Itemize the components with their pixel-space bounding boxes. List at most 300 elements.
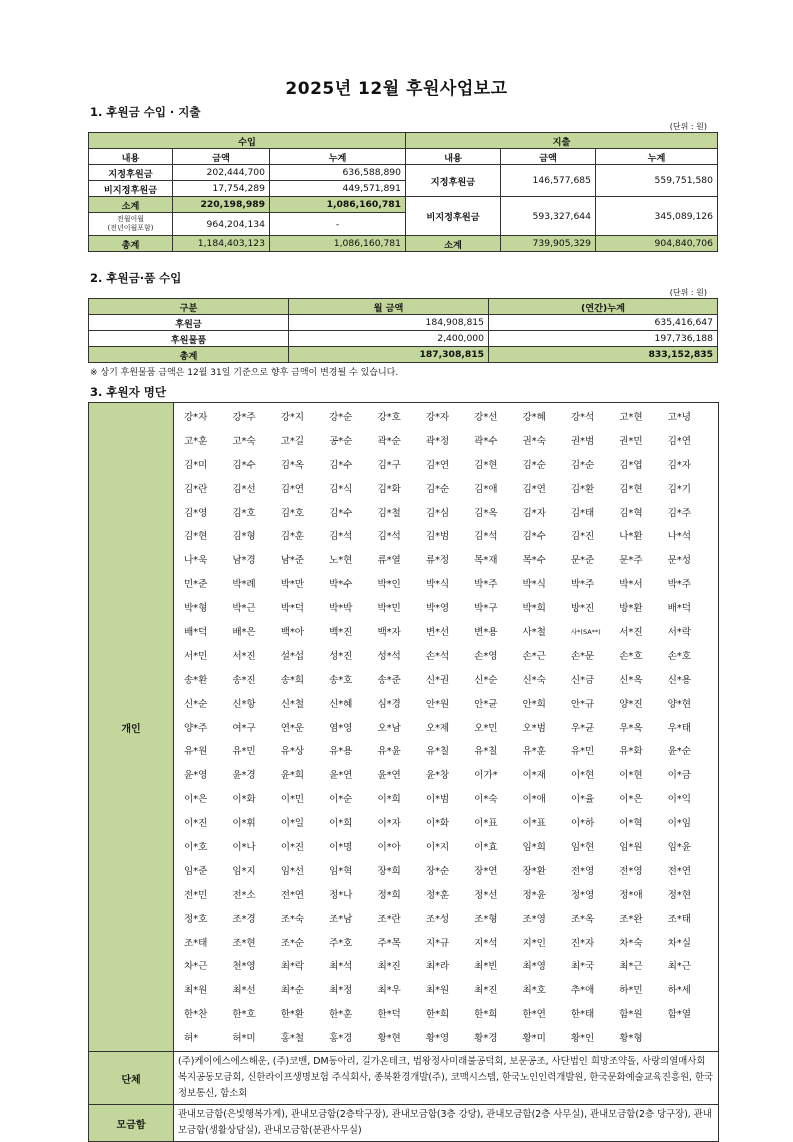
col-amount: 금액 [173, 149, 270, 165]
donor-name: 박*인 [377, 579, 401, 591]
donor-name: 연*운 [280, 722, 305, 734]
donor-name: 권*범 [570, 435, 595, 447]
donor-name: 배*은 [232, 627, 256, 639]
donor-name: 유*상 [280, 746, 305, 758]
donor-name: 손*문 [570, 650, 595, 662]
donor-name: 방*환 [619, 603, 643, 615]
donor-name: 사*(SA**) [570, 628, 601, 637]
donor-name: 변*선 [425, 627, 450, 639]
donor-name: 최*빈 [474, 961, 498, 973]
donor-name: 김*자 [667, 459, 691, 471]
expense-row-name: 비지정후원금 [406, 197, 501, 236]
donor-name: 윤*순 [667, 746, 691, 758]
col-name: 내용 [89, 149, 173, 165]
donor-name: 박*만 [280, 579, 305, 591]
donor-name: 전*영 [619, 865, 643, 877]
donor-name: 안*희 [522, 698, 546, 710]
donor-name: 김*연 [667, 435, 691, 447]
donor-name: 진*자 [570, 937, 595, 949]
donor-name: 강*순 [329, 412, 353, 423]
row-annual: 635,416,647 [489, 315, 718, 331]
donor-name: 황*현 [377, 1033, 401, 1045]
donor-name: 김*수 [329, 459, 353, 471]
donor-name: 임*지 [232, 865, 256, 877]
donor-name: 조*옥 [570, 913, 595, 925]
donor-name: 이*현 [570, 770, 595, 782]
donor-name: 윤*희 [280, 770, 305, 782]
expense-header: 지출 [406, 133, 718, 149]
expense-row-name: 지정후원금 [406, 165, 501, 197]
expense-row-amount: 593,327,644 [501, 197, 596, 236]
donor-name: 박*례 [232, 579, 256, 591]
donor-name: 김*호 [280, 507, 305, 519]
expense-subtotal-cumulative: 904,840,706 [596, 236, 718, 252]
carryover-label: 전월이월 [116, 215, 145, 223]
donor-name: 박*구 [474, 603, 498, 615]
carryover-cumulative: - [270, 213, 406, 236]
income-total-cumulative: 1,086,160,781 [270, 236, 406, 252]
donor-name: 정*현 [667, 889, 691, 901]
group-donors-row [89, 1051, 718, 1104]
donor-name: 변*용 [474, 627, 498, 639]
donor-name: 염*영 [329, 722, 353, 734]
donor-name: 유*원 [184, 746, 208, 758]
donor-name: 임*윤 [667, 842, 691, 854]
donor-name: 황*미 [522, 1033, 546, 1045]
section2-unit: (단위 : 원) [669, 288, 707, 297]
donor-name: 배*덕 [184, 627, 208, 639]
total-category: 총계 [89, 347, 289, 363]
donor-name: 정*호 [184, 913, 208, 925]
donor-name: 이*화 [232, 794, 256, 806]
donor-name: 조*태 [667, 913, 691, 925]
individual-donors-row [89, 403, 718, 1051]
donor-name: 문*준 [570, 555, 595, 567]
donor-name: 이*진 [184, 818, 208, 830]
donor-name: 김*연 [280, 483, 305, 495]
donor-name: 김*석 [474, 531, 498, 543]
donor-name: 이*진 [280, 842, 305, 854]
donor-name: 한*호 [232, 1009, 256, 1021]
donor-name: 이*익 [667, 794, 691, 806]
donor-name: 홍*경 [329, 1033, 353, 1045]
donor-name: 우*태 [667, 722, 691, 734]
row-category: 후원금 [89, 315, 289, 331]
donor-name: 황*영 [425, 1033, 450, 1045]
donor-name: 최*선 [232, 985, 256, 997]
donor-name: 김*식 [329, 483, 353, 495]
donor-name: 유*윤 [377, 746, 401, 758]
donor-name: 김*진 [570, 531, 595, 543]
donor-name: 서*락 [667, 627, 691, 639]
donor-name: 김*수 [522, 531, 546, 543]
donor-name: 정*희 [377, 889, 401, 901]
donor-name: 이*율 [570, 794, 595, 806]
expense-row-amount: 146,577,685 [501, 165, 596, 197]
donor-name: 정*선 [474, 889, 498, 901]
donor-name: 윤*연 [329, 770, 353, 782]
donor-name: 조*현 [232, 937, 256, 949]
donor-name: 최*근 [619, 961, 643, 973]
donor-name: 임*혁 [329, 865, 353, 877]
donor-name: 김*석 [329, 531, 353, 543]
donor-name: 지*인 [522, 937, 546, 949]
donor-name: 홍*철 [280, 1033, 305, 1045]
donor-name: 김*애 [474, 483, 498, 495]
income-subtotal-amount: 220,198,989 [173, 197, 270, 213]
donor-name: 이*나 [232, 842, 256, 854]
donor-name: 김*자 [522, 507, 546, 519]
donor-name: 김*기 [667, 483, 691, 495]
donor-name: 한*희 [474, 1009, 498, 1021]
donor-name: 전*연 [280, 889, 305, 901]
donor-name: 박*주 [667, 579, 691, 591]
footnote: ※ 상기 후원물품 금액은 12월 31일 기준으로 향후 금액이 변경될 수 있습니다. [90, 368, 399, 378]
donor-name: 함*원 [619, 1009, 643, 1021]
donor-name: 여*구 [232, 722, 256, 734]
donor-name: 성*석 [377, 650, 401, 662]
donor-name: 김*란 [184, 483, 208, 495]
donor-name: 임*현 [570, 842, 595, 854]
donor-name: 조*경 [232, 913, 256, 925]
expense-row-cumulative: 345,089,126 [596, 197, 718, 236]
donor-name: 장*환 [522, 865, 546, 877]
donor-name: 김*수 [329, 507, 353, 519]
donor-name: 설*섭 [280, 650, 305, 662]
section1-unit: (단위 : 원) [669, 122, 707, 131]
donor-name: 박*주 [570, 579, 595, 591]
donor-name: 박*식 [522, 579, 546, 591]
donor-name: 강*선 [474, 412, 498, 423]
donor-name: 조*영 [522, 913, 546, 925]
donor-name: 최*순 [280, 985, 305, 997]
donor-name: 조*성 [425, 913, 450, 925]
total-annual: 833,152,835 [489, 347, 718, 363]
donor-name: 김*철 [377, 507, 401, 519]
col-annual: (연간)누계 [489, 299, 718, 315]
col-name: 내용 [406, 149, 501, 165]
donor-name: 신*옥 [619, 674, 643, 686]
donor-name: 전*영 [570, 865, 595, 877]
donor-name: 장*연 [474, 865, 498, 877]
donor-name: 이*하 [570, 818, 595, 830]
donor-name: 장*순 [425, 865, 450, 877]
donor-name: 권*민 [619, 435, 643, 447]
donor-name: 류*열 [377, 555, 401, 567]
donor-name: 김*호 [232, 507, 256, 519]
donor-name: 박*근 [232, 603, 256, 615]
col-category: 구분 [89, 299, 289, 315]
donor-name: 허*미 [232, 1033, 256, 1045]
donor-name: 배*덕 [667, 603, 691, 615]
donor-name: 전*연 [667, 865, 691, 877]
donor-name: 신*순 [474, 674, 498, 686]
donor-name: 신*권 [425, 674, 450, 686]
donor-name: 추*애 [570, 985, 595, 997]
donor-name: 하*세 [667, 985, 691, 997]
donor-name: 강*지 [280, 412, 305, 423]
donor-name: 유*훈 [522, 746, 546, 758]
donor-name: 최*락 [280, 961, 305, 973]
donor-name: 김*미 [184, 459, 208, 471]
donor-name: 신*숙 [522, 674, 546, 686]
donor-name: 장*희 [377, 865, 401, 877]
donor-name: 한*덕 [377, 1009, 401, 1021]
donor-name: 박*덕 [280, 603, 305, 615]
col-cumulative: 누계 [596, 149, 718, 165]
donor-name: 김*순 [522, 459, 546, 471]
donor-name: 최*근 [667, 961, 691, 973]
donor-name: 강*호 [377, 412, 401, 423]
donor-name: 이*자 [377, 818, 401, 830]
income-row-cumulative: 449,571,891 [270, 181, 406, 197]
donor-name: 신*혜 [329, 698, 353, 710]
donor-name: 지*석 [474, 937, 498, 949]
donor-name: 김*형 [232, 531, 256, 543]
donor-name: 김*화 [377, 483, 401, 495]
donor-name: 서*진 [232, 650, 256, 662]
donor-name: 최*원 [184, 985, 208, 997]
donor-name: 한*환 [280, 1009, 305, 1021]
donor-name: 최*우 [377, 985, 401, 997]
donor-name: 송*호 [329, 674, 353, 686]
donor-name: 정*애 [619, 889, 643, 901]
donor-name: 하*민 [619, 985, 643, 997]
donor-name: 김*석 [377, 531, 401, 543]
income-subtotal-name: 소계 [89, 197, 173, 213]
donor-name: 백*아 [280, 627, 305, 639]
donor-name: 조*태 [184, 937, 208, 949]
donor-name: 윤*경 [232, 770, 256, 782]
donor-name: 주*호 [329, 937, 353, 949]
donor-name: 황*형 [619, 1033, 643, 1045]
donor-name: 김*현 [619, 483, 643, 495]
donor-name: 김*옥 [280, 459, 305, 471]
donor-name: 김*엽 [619, 459, 643, 471]
donor-name: 김*연 [425, 459, 450, 471]
box-label: 모금함 [89, 1105, 174, 1141]
donor-name: 신*순 [184, 698, 208, 710]
donor-name: 이*현 [619, 770, 643, 782]
donor-name: 신*철 [280, 698, 305, 710]
donor-name: 김*구 [377, 459, 401, 471]
donor-name: 안*균 [474, 698, 498, 710]
donor-name: 허* [184, 1033, 199, 1045]
row-annual: 197,736,188 [489, 331, 718, 347]
donor-name: 송*준 [377, 674, 401, 686]
donor-name: 유*민 [570, 746, 595, 758]
donor-name: 조*완 [619, 913, 643, 925]
donor-name: 우*균 [570, 722, 595, 734]
donor-name: 윤*창 [425, 770, 450, 782]
income-total-name: 총계 [89, 236, 173, 252]
donor-name: 최*정 [329, 985, 353, 997]
donor-name: 최*석 [329, 961, 353, 973]
donor-list [88, 402, 719, 1142]
donor-name: 나*석 [667, 531, 691, 543]
donor-name: 이*화 [425, 818, 450, 830]
expense-subtotal-amount: 739,905,329 [501, 236, 596, 252]
donor-name: 김*주 [667, 507, 691, 519]
donor-name: 서*민 [184, 650, 208, 662]
donor-name: 이*표 [522, 818, 546, 830]
donor-name: 목*수 [522, 555, 546, 567]
donor-name: 유*칠 [474, 746, 498, 758]
donor-name: 조*숙 [280, 913, 305, 925]
group-names: (주)케이에스에스해운, (주)코밴, DM동아리, 길가온테크, 법왕정사미래불공덕회, 보문공조, 사단법인 희망조약돌, 사랑의열매사회복지공동모금회, 신한라이프생명보험 주식회사, 종북환경개발(주), 코맥시스템, 한국노인인력개발원, 한국문화예술교육진흥원, 한국정보통신, 함소회 [178, 1056, 714, 1100]
donor-name: 임*원 [619, 842, 643, 854]
donor-name: 김*범 [425, 531, 450, 543]
donor-name: 사*철 [522, 627, 546, 639]
section1-heading: 1. 후원금 수입 · 지출 [90, 105, 201, 119]
donor-name: 이*범 [425, 794, 450, 806]
donor-name: 정*훈 [425, 889, 450, 901]
donor-name: 박*희 [522, 603, 546, 615]
donor-name: 박*영 [425, 603, 450, 615]
donor-name: 이*애 [522, 794, 546, 806]
donor-name: 손*근 [522, 650, 546, 662]
donor-name: 문*주 [619, 555, 643, 567]
donor-name: 서*진 [619, 627, 643, 639]
donor-name: 김*순 [570, 459, 595, 471]
donor-name: 조*순 [280, 937, 305, 949]
donor-name: 박*민 [377, 603, 401, 615]
donor-name: 한*태 [570, 1009, 595, 1021]
donor-name: 오*제 [425, 722, 450, 734]
donor-name: 강*혜 [522, 412, 546, 423]
donor-name: 손*호 [667, 650, 691, 662]
donor-name: 이*아 [377, 842, 401, 854]
carryover-sublabel: (전년이월포함) [107, 224, 154, 232]
donor-name: 송*희 [280, 674, 305, 686]
donor-name: 최*원 [425, 985, 450, 997]
donor-name: 심*경 [377, 698, 401, 710]
page-title: 2025년 12월 후원사업보고 [285, 79, 508, 99]
donor-name: 박*박 [329, 603, 353, 615]
carryover-amount: 964,204,134 [173, 213, 270, 236]
total-monthly: 187,308,815 [289, 347, 489, 363]
donor-name: 김*수 [232, 459, 256, 471]
donor-name: 우*옥 [619, 722, 643, 734]
donor-name: 남*준 [280, 555, 305, 567]
donor-name: 이*은 [184, 794, 208, 806]
donor-name: 고*길 [280, 435, 305, 447]
donor-name: 강*주 [232, 412, 256, 423]
donor-name: 정*윤 [522, 889, 546, 901]
donor-name: 이*효 [474, 842, 498, 854]
income-header: 수입 [89, 133, 406, 149]
donor-name: 송*진 [232, 674, 256, 686]
donor-name: 유*용 [329, 746, 353, 758]
row-monthly: 184,908,815 [289, 315, 489, 331]
donor-name: 강*자 [425, 412, 450, 423]
box-names: 관내모금함(은빛행복가게), 관내모금함(2층탁구장), 관내모금함(3층 강당), 관내모금함(2층 사무실), 관내모금함(2층 당구장), 관내모금함(생활상담실), 관내모금함(분관사무실) [178, 1109, 712, 1137]
income-total-amount: 1,184,403,123 [173, 236, 270, 252]
donor-name: 신*항 [232, 698, 256, 710]
donor-name: 유*화 [619, 746, 643, 758]
donor-name: 송*환 [184, 674, 208, 686]
donor-name: 손*호 [619, 650, 643, 662]
donor-name: 노*현 [329, 555, 353, 567]
donor-name: 오*민 [474, 722, 498, 734]
donor-name: 최*호 [522, 985, 546, 997]
donor-name: 이가* [474, 770, 498, 782]
donor-name: 최*라 [425, 961, 450, 973]
donor-name: 김*옥 [474, 507, 498, 519]
donor-name: 조*남 [329, 913, 353, 925]
donor-name: 이*일 [280, 818, 305, 830]
donor-name: 조*형 [474, 913, 498, 925]
donor-name: 문*성 [667, 555, 691, 567]
donor-name: 전*민 [184, 889, 208, 901]
donation-income-table [88, 298, 718, 363]
group-label: 단체 [89, 1052, 174, 1104]
donor-name: 이*혁 [619, 818, 643, 830]
income-row-name: 지정후원금 [89, 165, 173, 181]
col-cumulative: 누계 [270, 149, 406, 165]
individual-names-grid [174, 403, 718, 1051]
donor-name: 곽*수 [474, 435, 498, 447]
donor-name: 류*정 [425, 555, 450, 567]
donor-name: 강*자 [184, 412, 208, 423]
donor-name: 이*호 [184, 842, 208, 854]
donor-name: 박*수 [329, 579, 353, 591]
donor-name: 김*현 [184, 531, 208, 543]
donor-name: 이*명 [329, 842, 353, 854]
donor-name: 양*현 [667, 698, 691, 710]
donor-name: 권*숙 [522, 435, 546, 447]
donor-name: 김*태 [570, 507, 595, 519]
donor-name: 정*나 [329, 889, 353, 901]
donor-name: 한*희 [425, 1009, 450, 1021]
donor-name: 한*훈 [329, 1009, 353, 1021]
donor-name: 김*연 [522, 483, 546, 495]
donor-name: 임*선 [280, 865, 305, 877]
donor-name: 차*실 [667, 937, 691, 949]
row-category: 후원물품 [89, 331, 289, 347]
donor-name: 곽*정 [425, 435, 450, 447]
donor-name: 이*은 [619, 794, 643, 806]
donor-name: 김*순 [425, 483, 450, 495]
donor-name: 오*남 [377, 722, 401, 734]
donor-name: 성*진 [329, 650, 353, 662]
donor-name: 손*영 [474, 650, 498, 662]
donor-name: 임*준 [184, 865, 208, 877]
donor-name: 차*숙 [619, 937, 643, 949]
donor-name: 이*금 [667, 770, 691, 782]
donor-name: 양*주 [184, 722, 208, 734]
donor-name: 최*진 [474, 985, 498, 997]
donor-name: 윤*영 [184, 770, 208, 782]
donor-name: 남*경 [232, 555, 256, 567]
section3-heading: 3. 후원자 명단 [90, 385, 166, 399]
donor-name: 차*근 [184, 961, 208, 973]
donor-name: 곽*순 [377, 435, 401, 447]
col-amount: 금액 [501, 149, 596, 165]
donor-name: 유*칠 [425, 746, 450, 758]
donor-name: 오*범 [522, 722, 546, 734]
donor-name: 지*규 [425, 937, 450, 949]
row-monthly: 2,400,000 [289, 331, 489, 347]
donor-name: 안*원 [425, 698, 450, 710]
donor-name: 양*진 [619, 698, 643, 710]
donor-name: 박*식 [425, 579, 450, 591]
donor-name: 고*녕 [667, 412, 691, 423]
donor-name: 이*희 [377, 794, 401, 806]
donor-name: 손*석 [425, 650, 450, 662]
donor-name: 전*소 [232, 889, 256, 901]
donor-name: 김*현 [474, 459, 498, 471]
